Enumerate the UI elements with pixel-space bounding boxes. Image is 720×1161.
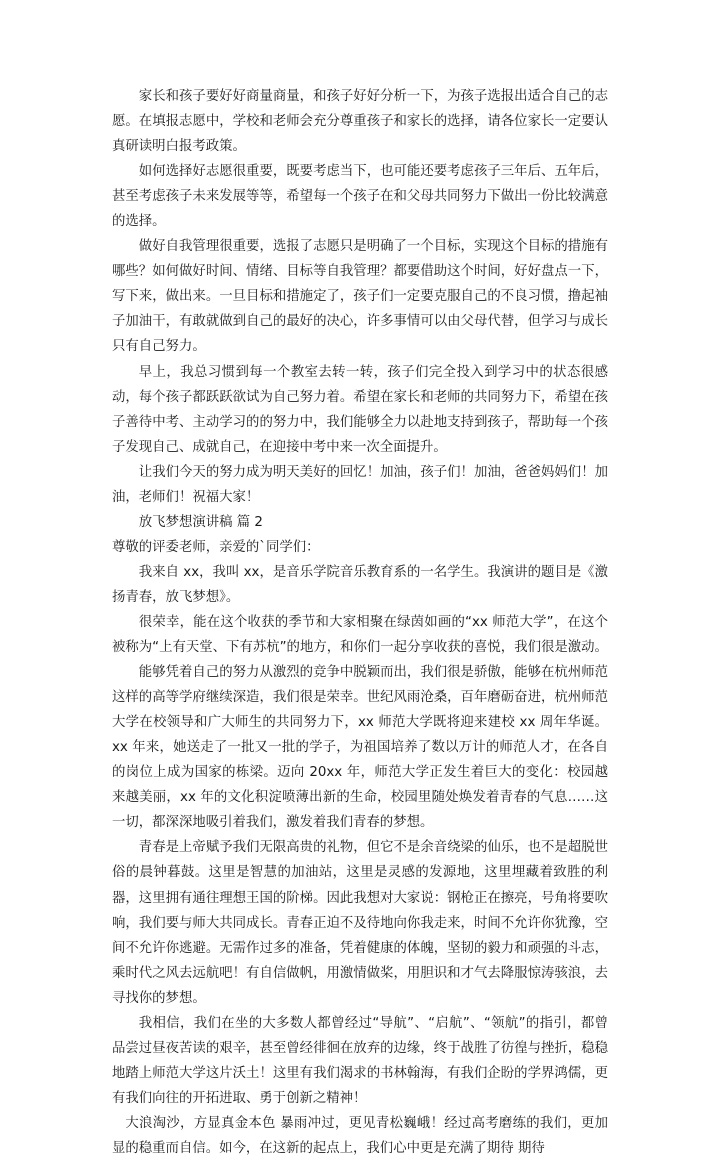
paragraph-7: 很荣幸，能在这个收获的季节和大家相聚在绿茵如画的“xx 师范大学”，在这个被称为“上有天堂、下有苏杭”的地方，和你们一起分享收获的喜悦，我们很是激动。 [112, 614, 608, 656]
paragraph-1: 家长和孩子要好好商量商量，和孩子好好分析一下，为孩子选报出适合自己的志愿。在填报志愿中，学校和老师会充分尊重孩子和家长的选择，请各位家长一定要认真研读明白报考政策。 [112, 89, 608, 155]
paragraph-4: 早上，我总习惯到每一个教室去转一转，孩子们完全投入到学习中的状态很感动，每个孩子都跃跃欲试为自己努力着。希望在家长和老师的共同努力下，希望在孩子善待中考、主动学习的的努力中，我们能够全力以赴地支持到孩子，帮助每一个孩子发现自己、成就自己，在迎接中考中来一次全面提升。 [112, 364, 608, 455]
paragraph-2: 如何选择好志愿很重要，既要考虑当下，也可能还要考虑孩子三年后、五年后，甚至考虑孩子未来发展等等，希望每一个孩子在和父母共同努力下做出一份比较满意的选择。 [112, 164, 608, 230]
paragraph-9: 青春是上帝赋予我们无限高贵的礼物，但它不是余音绕梁的仙乐，也不是超脱世俗的晨钟暮鼓。这里是智慧的加油站，这里是灵感的发源地，这里埋藏着致胜的利器，这里拥有通往理想王国的阶梯。因此我想对大家说：钢枪正在擦亮，号角将要吹响，我们要与师大共同成长。青春正迫不及待地向你我走来，时间不允许你犹豫，空间不允许你逃避。无需作过多的准备，凭着健康的体魄，坚韧的毅力和顽强的斗志，乘时代之风去远航吧！有自信做帆，用激情做桨，用胆识和才气去降服惊涛骇浪，去寻找你的梦想。 [112, 840, 608, 1006]
paragraph-8: 能够凭着自己的努力从激烈的竞争中脱颖而出，我们很是骄傲，能够在杭州师范这样的高等学府继续深造，我们很是荣幸。世纪风雨沧桑，百年磨砺奋进，杭州师范大学在校领导和广大师生的共同努力下，xx 师范大学既将迎来建校 xx 周年华诞。xx 年来，她送走了一批又一批的学子，为祖国培养了数以万计的师范人才，在各自的岗位上成为国家的栋梁。迈向 20xx 年，师范大学正发生着巨大的变化：校园越来越美丽，xx 年的文化积淀喷薄出新的生命，校园里随处焕发着青春的气息……这一切，都深深地吸引着我们，激发着我们青春的梦想。 [112, 665, 608, 831]
section-title: 放飞梦想演讲稿 篇 2 [138, 514, 263, 530]
paragraph-6: 我来自 xx，我叫 xx，是音乐学院音乐教育系的一名学生。我演讲的题目是《激扬青春，放飞梦想》。 [112, 564, 608, 605]
paragraph-5: 让我们今天的努力成为明天美好的回忆！加油，孩子们！加油，爸爸妈妈们！加油，老师们！祝福大家！ [112, 464, 608, 505]
paragraph-3: 做好自我管理很重要，选报了志愿只是明确了一个目标，实现这个目标的措施有哪些？如何做好时间、情绪、目标等自我管理？都要借助这个时间，好好盘点一下，写下来，做出来。一旦目标和措施定了，孩子们一定要克服自己的不良习惯，撸起袖子加油干，有敢就做到自己的最好的决心，许多事情可以由父母代替，但学习与成长只有自己努力。 [112, 239, 608, 355]
salutation: 尊敬的评委老师，亲爱的`同学们： [112, 539, 320, 555]
paragraph-10: 我相信，我们在坐的大多数人都曾经过“导航”、“启航”、“领航”的指引，都曾品尝过昼夜苦读的艰辛，甚至曾经徘徊在放弃的边缘，终于战胜了彷徨与挫折，稳稳地踏上师范大学这片沃土！这里有我们渴求的书林翰海，有我们企盼的学界鸿儒，更有我们向往的开拓进取、勇于创新之精神！ [112, 1015, 608, 1106]
paragraph-11: 大浪淘沙，方显真金本色 暴雨冲过，更见青松巍峨！经过高考磨练的我们，更加显的稳重而自信。如今，在这新的起点上，我们心中更是充满了期待 期待 [112, 1115, 608, 1156]
document-page [112, 84, 608, 1161]
